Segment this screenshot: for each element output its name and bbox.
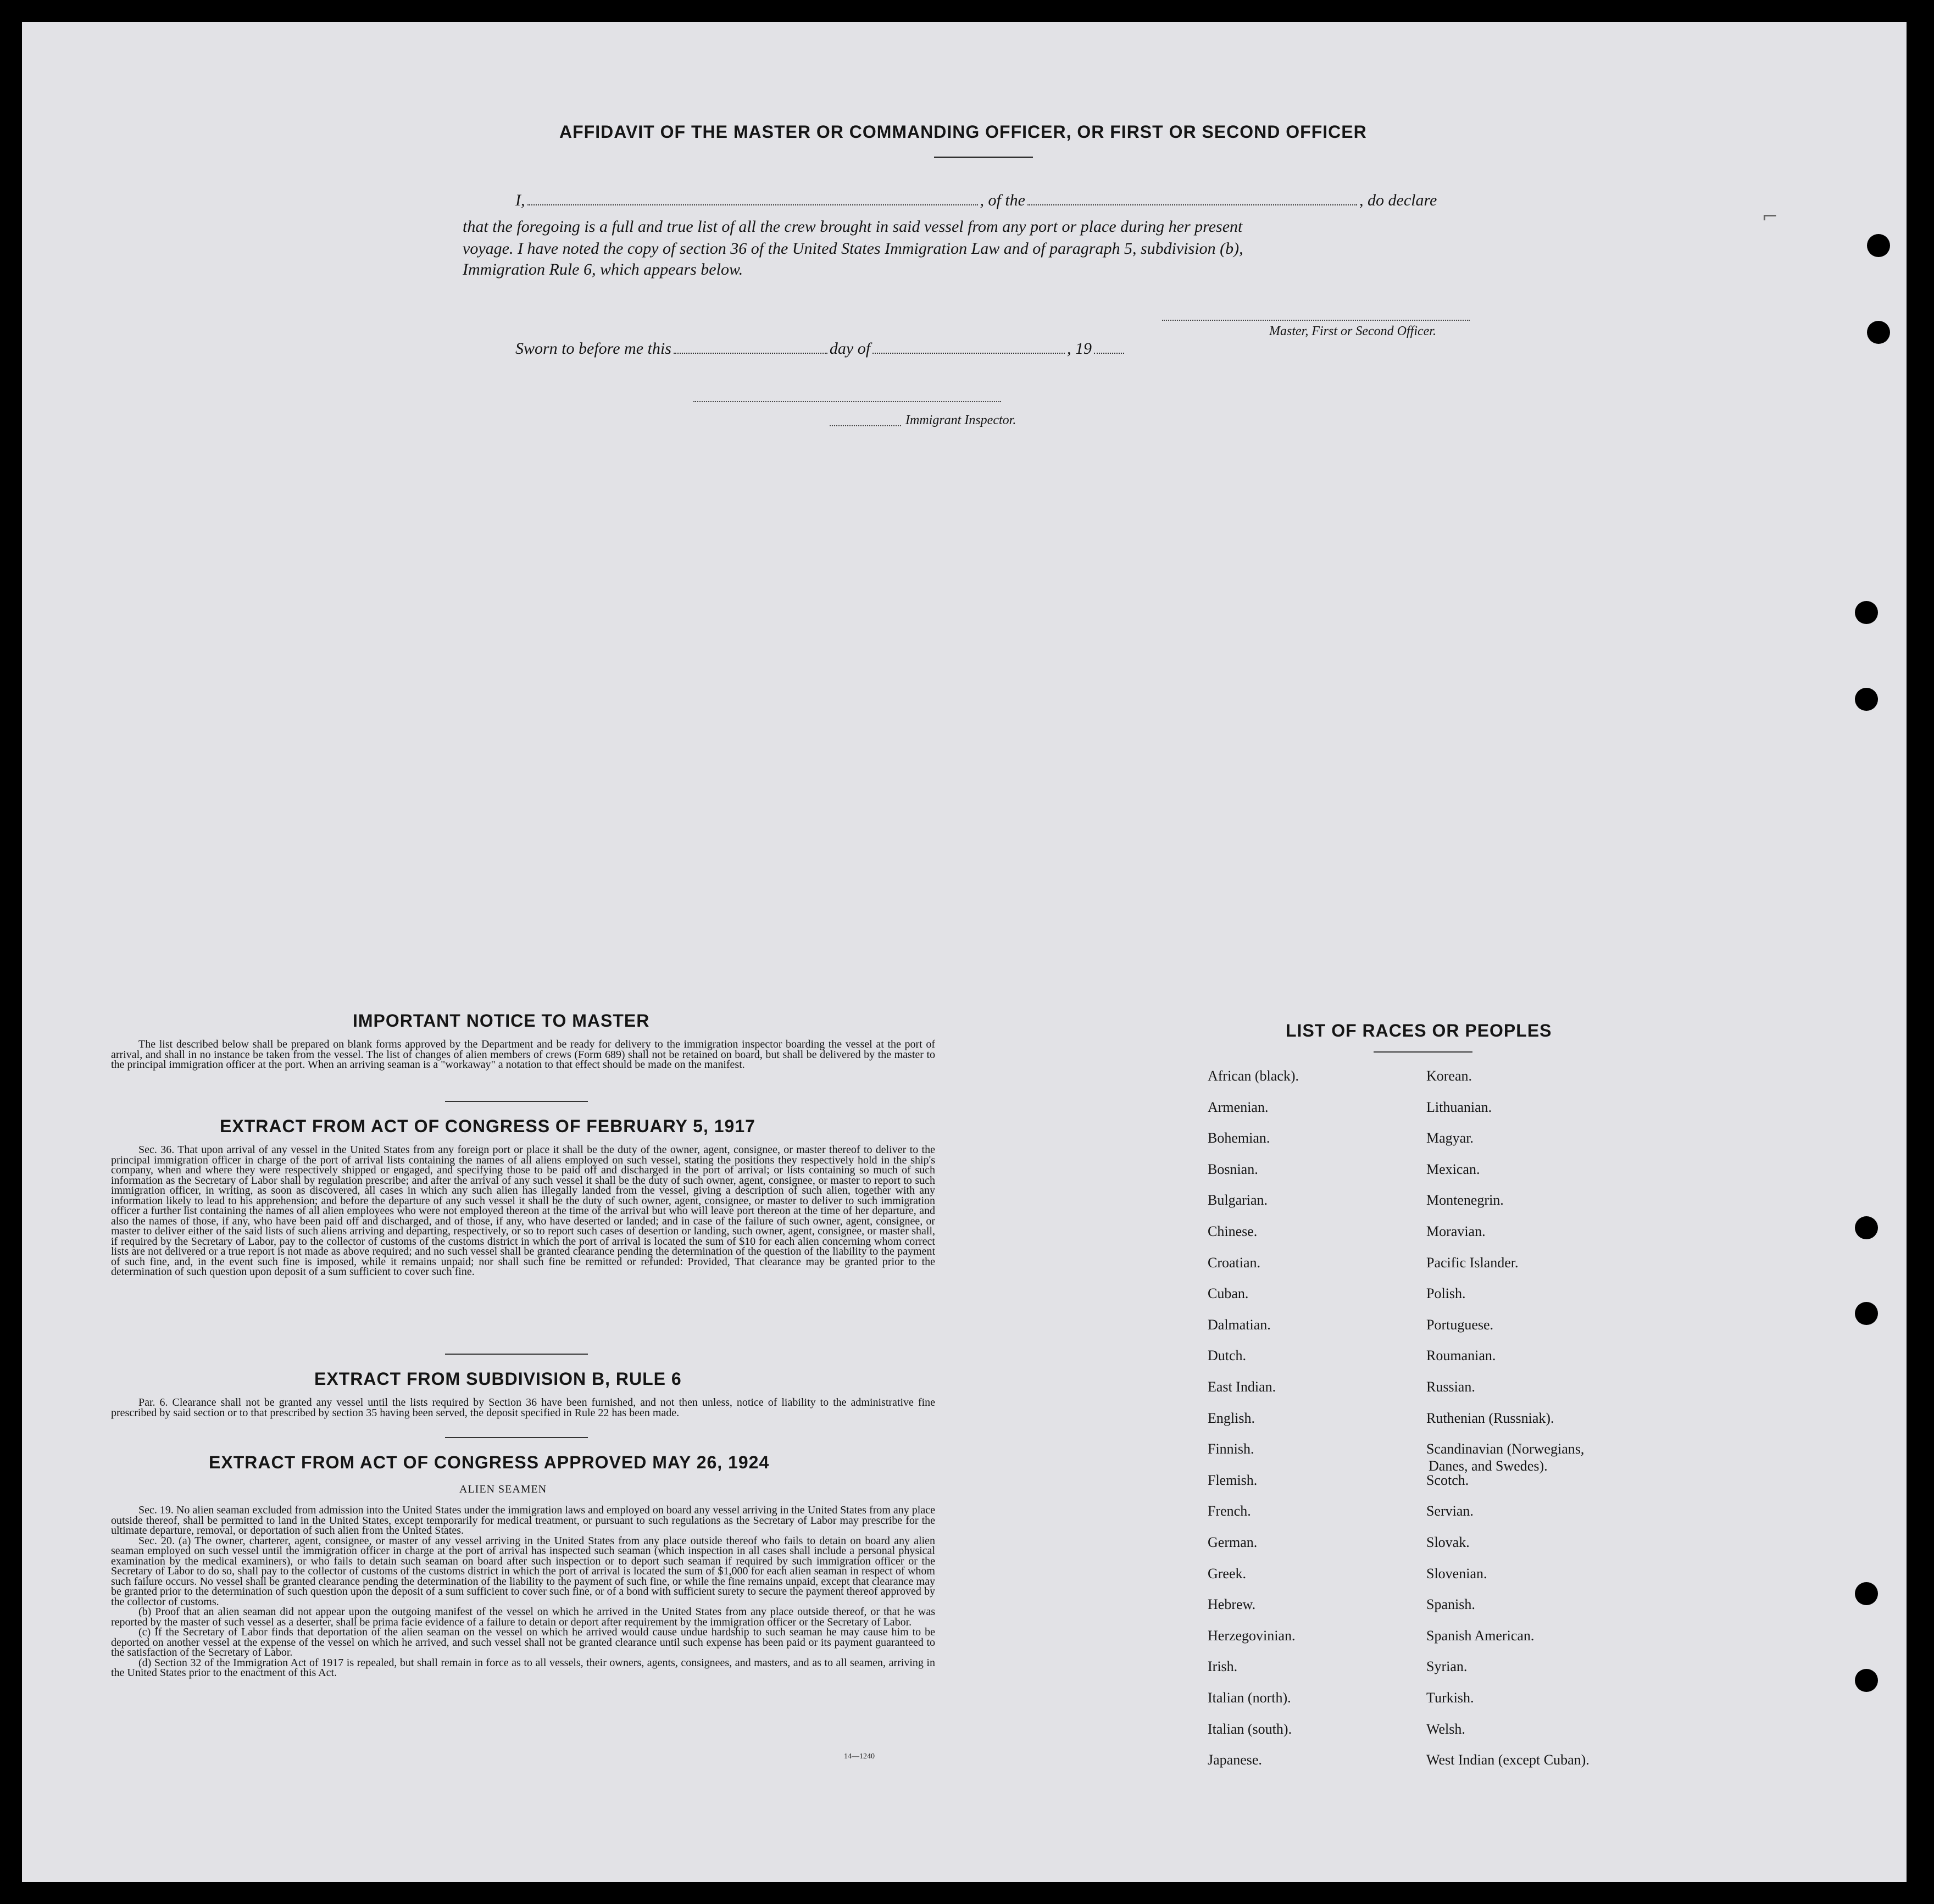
race-item: Bohemian. — [1208, 1130, 1270, 1146]
affidavit-line-1 — [515, 191, 1437, 210]
month-blank — [872, 352, 1065, 354]
race-item: Flemish. — [1208, 1472, 1258, 1488]
race-item: Pacific Islander. — [1426, 1254, 1519, 1271]
affidavit-line-2: that the foregoing is a full and true list of all the crew brought in said vessel from any port or place during her present — [463, 218, 1243, 236]
name-blank — [527, 204, 978, 205]
race-item: Italian (north). — [1208, 1690, 1291, 1706]
race-item: English. — [1208, 1410, 1255, 1426]
race-item: Japanese. — [1208, 1752, 1262, 1768]
race-item: Turkish. — [1426, 1690, 1474, 1706]
notice-text — [111, 1039, 935, 1070]
binder-hole — [1855, 1302, 1878, 1325]
document-page — [22, 22, 1907, 1882]
race-item: Portuguese. — [1426, 1316, 1494, 1333]
races-title: LIST OF RACES OR PEOPLES — [1286, 1021, 1552, 1040]
race-item: Herzegovinian. — [1208, 1627, 1296, 1644]
race-item: Spanish American. — [1426, 1627, 1535, 1644]
rule6-paragraph: Par. 6. Clearance shall not be granted any vessel until the lists required by Section 36 have been furnished, and not then unless, notice of liability to the administrative fine prescribed by said section or to that prescribed by section 35 having been served, the deposit specified in Rule 22 has been made. — [111, 1396, 935, 1419]
race-item: Scotch. — [1426, 1472, 1469, 1488]
extract-1917-rule — [445, 1354, 588, 1355]
race-item: Greek. — [1208, 1565, 1247, 1582]
race-item: Bulgarian. — [1208, 1192, 1268, 1209]
race-right-continuation: Danes, and Swedes). — [1429, 1458, 1548, 1474]
sworn-line — [515, 339, 1126, 358]
rule6-title: EXTRACT FROM SUBDIVISION B, RULE 6 — [314, 1369, 682, 1389]
sec20c-paragraph: (c) If the Secretary of Labor finds that deportation of the alien seaman on the vessel on which he arrived would cause undue hardship to such seaman he may cause him to be deported on another vessel at the expense of the vessel on which he arrived, and such vessel shall not be granted clearance until such expense has been paid or its payment guaranteed to the satisfaction of the Secretary of Labor. — [111, 1626, 935, 1658]
race-item: Montenegrin. — [1426, 1192, 1504, 1209]
inspector-short-line — [830, 425, 901, 426]
master-signature-line — [1162, 320, 1470, 321]
race-item: German. — [1208, 1534, 1258, 1550]
master-label: Master, First or Second Officer. — [1269, 324, 1436, 338]
form-number: 14—1240 — [844, 1752, 875, 1761]
binder-hole — [1855, 688, 1878, 711]
affidavit-line-4: Immigration Rule 6, which appears below. — [463, 260, 743, 279]
race-item: Croatian. — [1208, 1254, 1261, 1271]
year-blank — [1094, 352, 1124, 354]
notice-title: IMPORTANT NOTICE TO MASTER — [353, 1011, 650, 1031]
race-item: Chinese. — [1208, 1223, 1258, 1239]
race-item: Mexican. — [1426, 1161, 1480, 1177]
notice-paragraph: The list described below shall be prepared on blank forms approved by the Department and be ready for delivery to the immigration inspector boarding the vessel at the port of arrival, and shall in no instance be taken from the vessel. The list of changes of alien members of crews (Form 689) shall not be retained on board, but shall be delivered by the master to the principal immigration officer at the port. When an arriving seaman is a "workaway" a notation to that effect should be made on the manifest. — [111, 1038, 935, 1071]
race-item: Cuban. — [1208, 1285, 1249, 1302]
race-item: Lithuanian. — [1426, 1099, 1492, 1115]
race-item: Hebrew. — [1208, 1596, 1256, 1613]
inspector-signature-line — [693, 401, 1001, 402]
inspector-label: Immigrant Inspector. — [905, 413, 1016, 427]
title-rule — [934, 157, 1033, 158]
binder-hole — [1855, 1582, 1878, 1605]
race-item: West Indian (except Cuban). — [1426, 1752, 1590, 1768]
race-item: Syrian. — [1426, 1658, 1468, 1675]
day-blank — [674, 352, 827, 354]
race-item: Welsh. — [1426, 1721, 1465, 1737]
binder-hole — [1855, 1669, 1878, 1692]
races-rule — [1374, 1051, 1472, 1053]
year-text: , 19 — [1067, 339, 1092, 358]
race-item: Polish. — [1426, 1285, 1466, 1302]
extract-1924-title: EXTRACT FROM ACT OF CONGRESS APPROVED MAY 26, 1924 — [209, 1452, 770, 1472]
race-item: Dutch. — [1208, 1348, 1247, 1364]
sec20d-paragraph: (d) Section 32 of the Immigration Act of 1917 is repealed, but shall remain in force as to all vessels, their owners, agents, consignees, and masters, and as to all seamen, arriving in the United States prior to the enactment of this Act. — [111, 1656, 935, 1679]
race-item: Bosnian. — [1208, 1161, 1258, 1177]
vessel-blank — [1027, 204, 1357, 205]
race-item: Ruthenian (Russniak). — [1426, 1410, 1554, 1426]
day-of-text: day of — [829, 339, 871, 358]
notice-rule — [445, 1101, 588, 1102]
affidavit-title: AFFIDAVIT OF THE MASTER OR COMMANDING OFFICER, OR FIRST OR SECOND OFFICER — [559, 122, 1367, 142]
race-item: Spanish. — [1426, 1596, 1475, 1613]
affidavit-of-the: , of the — [980, 191, 1025, 209]
race-item: East Indian. — [1208, 1379, 1276, 1395]
binder-hole — [1855, 601, 1878, 624]
race-item: Moravian. — [1426, 1223, 1486, 1239]
race-item: French. — [1208, 1503, 1251, 1519]
race-item: Magyar. — [1426, 1130, 1474, 1146]
race-item: Slovak. — [1426, 1534, 1470, 1550]
race-item: Servian. — [1426, 1503, 1474, 1519]
race-item: Finnish. — [1208, 1441, 1254, 1457]
corner-mark: ⌐ — [1761, 205, 1779, 228]
sworn-text: Sworn to before me this — [515, 339, 671, 358]
binder-hole — [1867, 321, 1890, 344]
sec20a-paragraph: Sec. 20. (a) The owner, charterer, agent, consignee, or master of any vessel arriving in the United States from any place outside thereof who fails to detain on board any alien seaman employed on such vessel until the immigration officer in charge at the port of arrival has inspected such seaman (which inspection in all cases shall include a personal physical examination by the medical examiners), or who fails to detain such seaman on board after such inspection or to deport such seaman if required by such immigration officer or the Secretary of Labor to do so, shall pay to the collector of customs of the customs district in which the port of arrival is located the sum of $1,000 for each alien seaman in respect of whom such failure occurs. No vessel shall be granted clearance pending the determination of the liability to the payment of such fine, or while the fine remains unpaid, except that clearance may be granted prior to the determination of such question upon the deposit of a sum sufficient to cover such fine, or of a bond with sufficient surety to secure the payment thereof approved by the collector of customs. — [111, 1534, 935, 1608]
race-item: African (black). — [1208, 1068, 1299, 1084]
binder-hole — [1855, 1216, 1878, 1239]
race-item: Irish. — [1208, 1658, 1238, 1675]
race-item: Armenian. — [1208, 1099, 1269, 1115]
race-item: Slovenian. — [1426, 1565, 1487, 1582]
race-item: Italian (south). — [1208, 1721, 1292, 1737]
extract-1917-text — [111, 1145, 935, 1277]
alien-seamen-subtitle: ALIEN SEAMEN — [459, 1483, 547, 1495]
extract-1924-text — [111, 1505, 935, 1678]
race-item: Dalmatian. — [1208, 1316, 1271, 1333]
affidavit-line-3: voyage. I have noted the copy of section 36 of the United States Immigration Law and of paragraph 5, subdivision (b), — [463, 240, 1243, 258]
extract-1917-title: EXTRACT FROM ACT OF CONGRESS OF FEBRUARY 5, 1917 — [220, 1116, 755, 1136]
sec19-paragraph: Sec. 19. No alien seaman excluded from admission into the United States under the immigration laws and employed on board any vessel arriving in the United States from any place outside thereof, shall be permitted to land in the United States, except temporarily for medical treatment, or pursuant to such regulations as the Secretary of Labor may prescribe for the ultimate departure, removal, or deportation of such alien from the United States. — [111, 1504, 935, 1536]
binder-hole — [1867, 234, 1890, 257]
race-item: Russian. — [1426, 1379, 1475, 1395]
race-item: Korean. — [1426, 1068, 1472, 1084]
affidavit-do-declare: , do declare — [1359, 191, 1437, 209]
rule6-rule — [445, 1437, 588, 1438]
sec36-paragraph: Sec. 36. That upon arrival of any vessel in the United States from any foreign port or place it shall be the duty of the owner, agent, consignee, or master thereof to deliver to the principal immigration officer in charge of the port of arrival lists containing the names of all aliens employed on such vessel, stating the positions they respectively hold in the ship's company, when and where they were respectively shipped or engaged, and specifying those to be paid off and discharged in the port of arrival; or lists containing so much of such information as the Secretary of Labor shall by regulation prescribe; and after the arrival of any such vessel it shall be the duty of such owner, agent, consignee, or master to report to such immigration officer, in writing, as soon as discovered, all cases in which any such alien has illegally landed from the vessel, giving a description of such alien, together with any information likely to lead to his apprehension; and before the departure of any such vessel it shall be the duty of such owner, agent, consignee, or master to deliver to such immigration officer a further list containing the names of all alien employees who were not employed thereon at the time of the arrival but who will leave port thereon at the time of her departure, and also the names of those, if any, who have been paid off and discharged, and of those, if any, who have deserted or landed; and in case of the failure of such owner, agent, consignee, or master to deliver either of the said lists of such aliens arriving and departing, respectively, or so to report such cases of desertion or landing, such owner, agent, consignee, or master shall, if required by the Secretary of Labor, pay to the collector of customs of the customs district in which the port of arrival is located the sum of $10 for each alien concerning whom correct lists are not delivered or a true report is not made as above required; and no such vessel shall be granted clearance pending the determination of the question of the liability to the payment of such fine, and, in the event such fine is imposed, while it remains unpaid; nor shall such fine be remitted or refunded: Provided, That clearance may be granted prior to the determination of such question upon deposit of a sum sufficient to cover such fine. — [111, 1144, 935, 1278]
race-item: Roumanian. — [1426, 1348, 1496, 1364]
rule6-text — [111, 1398, 935, 1418]
sec20b-paragraph: (b) Proof that an alien seaman did not appear upon the outgoing manifest of the vessel on which he arrived in the United States from any place outside thereof, or that he was reported by the master of such vessel as a deserter, shall be prima facie evidence of a failure to detain or deport after requirement by the immigration officer or the Secretary of Labor. — [111, 1606, 935, 1628]
race-item: Scandinavian (Norwegians, — [1426, 1441, 1585, 1457]
affidavit-i: I, — [515, 191, 525, 209]
